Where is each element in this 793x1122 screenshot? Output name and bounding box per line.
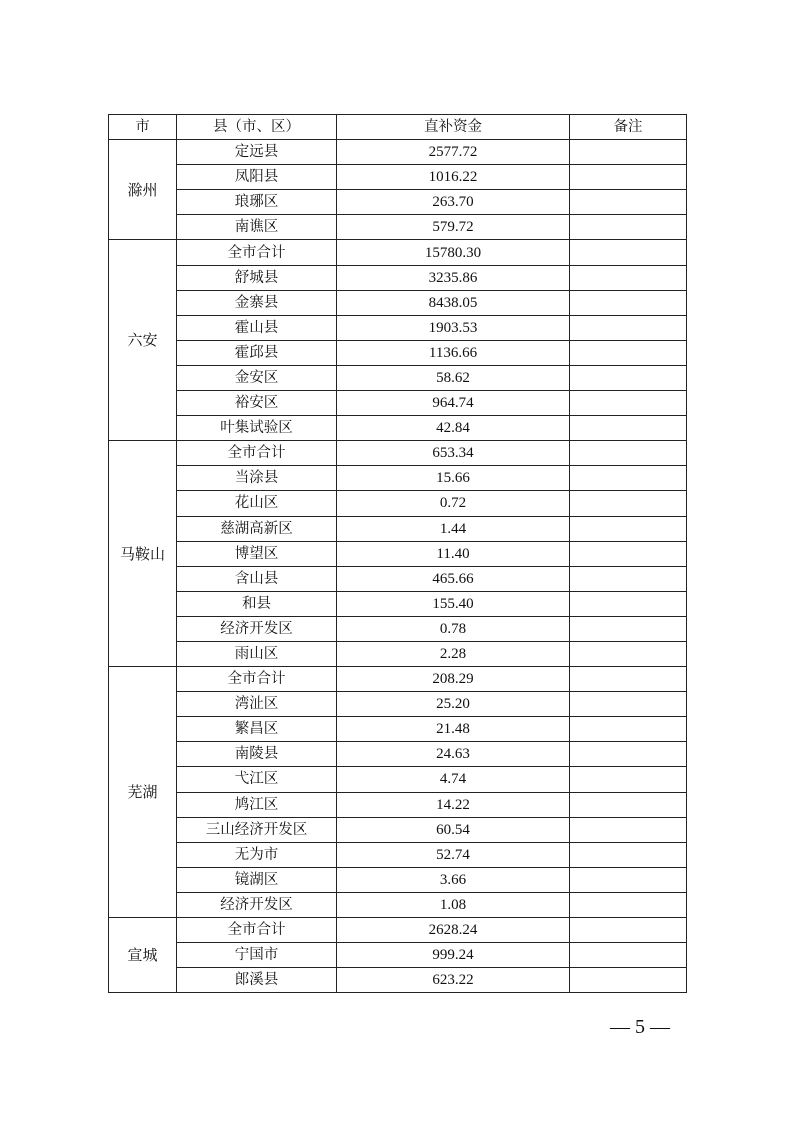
table-header-row [109, 115, 687, 140]
county-cell: 慈湖高新区 [177, 516, 337, 541]
remark-cell [570, 918, 687, 943]
table-row [109, 742, 687, 767]
remark-cell [570, 842, 687, 867]
funds-cell: 579.72 [337, 215, 570, 240]
county-cell: 镜湖区 [177, 867, 337, 892]
funds-cell: 15.66 [337, 466, 570, 491]
county-cell: 凤阳县 [177, 165, 337, 190]
funds-cell: 21.48 [337, 717, 570, 742]
county-cell: 金安区 [177, 365, 337, 390]
table-row [109, 466, 687, 491]
table-row [109, 165, 687, 190]
funds-cell: 3235.86 [337, 265, 570, 290]
funds-cell: 1016.22 [337, 165, 570, 190]
county-cell: 繁昌区 [177, 717, 337, 742]
county-cell: 当涂县 [177, 466, 337, 491]
funds-cell: 155.40 [337, 591, 570, 616]
county-cell: 霍山县 [177, 315, 337, 340]
table-row [109, 667, 687, 692]
table-row [109, 566, 687, 591]
funds-cell: 58.62 [337, 365, 570, 390]
funds-cell: 8438.05 [337, 290, 570, 315]
remark-cell [570, 968, 687, 993]
remark-cell [570, 767, 687, 792]
table-row [109, 968, 687, 993]
remark-cell [570, 792, 687, 817]
remark-cell [570, 140, 687, 165]
funds-cell: 1903.53 [337, 315, 570, 340]
funds-cell: 2577.72 [337, 140, 570, 165]
county-cell: 霍邱县 [177, 340, 337, 365]
remark-cell [570, 516, 687, 541]
county-cell: 三山经济开发区 [177, 817, 337, 842]
table-row [109, 767, 687, 792]
county-cell: 南谯区 [177, 215, 337, 240]
remark-cell [570, 591, 687, 616]
table-row [109, 340, 687, 365]
funds-cell: 465.66 [337, 566, 570, 591]
funds-cell: 964.74 [337, 391, 570, 416]
funds-cell: 1136.66 [337, 340, 570, 365]
funds-cell: 4.74 [337, 767, 570, 792]
remark-cell [570, 692, 687, 717]
table-row [109, 441, 687, 466]
remark-cell [570, 616, 687, 641]
table-row [109, 315, 687, 340]
funds-cell: 52.74 [337, 842, 570, 867]
county-cell: 琅琊区 [177, 190, 337, 215]
county-cell: 南陵县 [177, 742, 337, 767]
subsidy-table [108, 114, 687, 993]
remark-cell [570, 491, 687, 516]
header-county: 县（市、区） [177, 115, 337, 140]
table-row [109, 416, 687, 441]
funds-cell: 60.54 [337, 817, 570, 842]
table-row [109, 391, 687, 416]
remark-cell [570, 943, 687, 968]
county-cell: 博望区 [177, 541, 337, 566]
county-cell: 经济开发区 [177, 892, 337, 917]
page-number-text: — 5 — [610, 1016, 670, 1038]
table-row [109, 265, 687, 290]
table-row [109, 943, 687, 968]
county-cell: 鸠江区 [177, 792, 337, 817]
table-row [109, 190, 687, 215]
funds-cell: 25.20 [337, 692, 570, 717]
remark-cell [570, 340, 687, 365]
table-row [109, 892, 687, 917]
county-cell: 舒城县 [177, 265, 337, 290]
county-cell: 金寨县 [177, 290, 337, 315]
county-cell: 全市合计 [177, 441, 337, 466]
remark-cell [570, 441, 687, 466]
county-cell: 郎溪县 [177, 968, 337, 993]
remark-cell [570, 416, 687, 441]
county-cell: 全市合计 [177, 240, 337, 265]
county-cell: 裕安区 [177, 391, 337, 416]
remark-cell [570, 641, 687, 666]
county-cell: 全市合计 [177, 667, 337, 692]
county-cell: 弋江区 [177, 767, 337, 792]
remark-cell [570, 892, 687, 917]
funds-cell: 0.78 [337, 616, 570, 641]
funds-cell: 0.72 [337, 491, 570, 516]
table-row [109, 491, 687, 516]
funds-cell: 263.70 [337, 190, 570, 215]
city-cell: 马鞍山 [109, 441, 177, 667]
header-funds: 直补资金 [337, 115, 570, 140]
funds-cell: 1.44 [337, 516, 570, 541]
remark-cell [570, 290, 687, 315]
table-row [109, 918, 687, 943]
remark-cell [570, 265, 687, 290]
city-cell: 六安 [109, 240, 177, 441]
remark-cell [570, 867, 687, 892]
funds-cell: 15780.30 [337, 240, 570, 265]
page-number [0, 1016, 793, 1039]
header-remark: 备注 [570, 115, 687, 140]
remark-cell [570, 165, 687, 190]
table-row [109, 591, 687, 616]
remark-cell [570, 742, 687, 767]
table-row [109, 215, 687, 240]
remark-cell [570, 717, 687, 742]
table-row [109, 140, 687, 165]
county-cell: 全市合计 [177, 918, 337, 943]
county-cell: 定远县 [177, 140, 337, 165]
city-cell: 宣城 [109, 918, 177, 993]
county-cell: 花山区 [177, 491, 337, 516]
table-row [109, 516, 687, 541]
table-body [109, 140, 687, 993]
table-row [109, 817, 687, 842]
remark-cell [570, 566, 687, 591]
remark-cell [570, 817, 687, 842]
table-row [109, 365, 687, 390]
table-row [109, 842, 687, 867]
funds-cell: 14.22 [337, 792, 570, 817]
table-row [109, 867, 687, 892]
table-row [109, 240, 687, 265]
funds-cell: 623.22 [337, 968, 570, 993]
funds-cell: 653.34 [337, 441, 570, 466]
remark-cell [570, 466, 687, 491]
table-row [109, 290, 687, 315]
remark-cell [570, 391, 687, 416]
city-cell: 滁州 [109, 140, 177, 240]
subsidy-table-container [108, 114, 686, 993]
city-cell: 芜湖 [109, 667, 177, 918]
funds-cell: 999.24 [337, 943, 570, 968]
funds-cell: 24.63 [337, 742, 570, 767]
county-cell: 含山县 [177, 566, 337, 591]
funds-cell: 208.29 [337, 667, 570, 692]
remark-cell [570, 190, 687, 215]
table-row [109, 616, 687, 641]
table-row [109, 792, 687, 817]
county-cell: 湾沚区 [177, 692, 337, 717]
remark-cell [570, 315, 687, 340]
remark-cell [570, 667, 687, 692]
remark-cell [570, 240, 687, 265]
table-row [109, 541, 687, 566]
funds-cell: 11.40 [337, 541, 570, 566]
county-cell: 和县 [177, 591, 337, 616]
funds-cell: 3.66 [337, 867, 570, 892]
remark-cell [570, 215, 687, 240]
funds-cell: 1.08 [337, 892, 570, 917]
table-row [109, 692, 687, 717]
remark-cell [570, 541, 687, 566]
county-cell: 叶集试验区 [177, 416, 337, 441]
county-cell: 经济开发区 [177, 616, 337, 641]
header-city: 市 [109, 115, 177, 140]
table-row [109, 717, 687, 742]
county-cell: 宁国市 [177, 943, 337, 968]
funds-cell: 2.28 [337, 641, 570, 666]
county-cell: 雨山区 [177, 641, 337, 666]
funds-cell: 42.84 [337, 416, 570, 441]
county-cell: 无为市 [177, 842, 337, 867]
remark-cell [570, 365, 687, 390]
table-row [109, 641, 687, 666]
funds-cell: 2628.24 [337, 918, 570, 943]
